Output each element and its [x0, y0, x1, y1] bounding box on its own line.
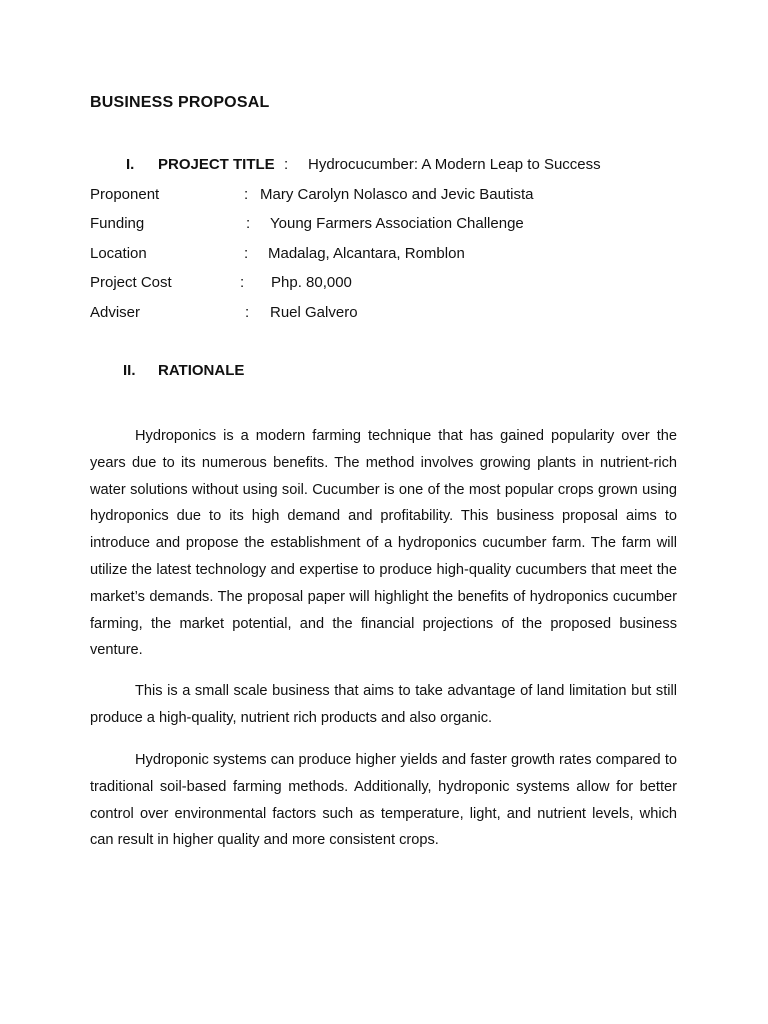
adviser-value: Ruel Galvero [270, 304, 358, 321]
funding-colon: : [246, 215, 251, 232]
project-cost-value: Php. 80,000 [271, 274, 352, 291]
rationale-paragraph: Hydroponics is a modern farming technique that has gained popularity over the years due to its numerous benefits. The method involves growing plants in nutrient-rich water solutions without using soil. Cucumber is one of the most popular crops grown using hydroponics due to its high demand and profitability. This business proposal aims to introduce and propose the establishment of a hydroponics cucumber farm. The farm will utilize the latest technology and expertise to produce high-quality cucumbers that meet the market’s demands. The proposal paper will highlight the benefits of hydroponics cucumber farming, the market potential, and the financial projections of the proposed business venture. [90, 428, 677, 659]
proponent-label: Proponent [90, 186, 160, 203]
section-number: II. [123, 362, 136, 379]
project-cost-label: Project Cost [90, 274, 172, 291]
location-row [90, 245, 690, 265]
project-title-label: PROJECT TITLE [158, 156, 275, 173]
location-colon: : [244, 245, 249, 262]
rationale-heading [123, 362, 323, 382]
adviser-colon: : [245, 304, 250, 321]
project-cost-colon: : [240, 274, 245, 291]
section-number: I. [126, 156, 135, 173]
location-label: Location [90, 245, 147, 262]
adviser-label: Adviser [90, 304, 141, 321]
funding-label: Funding [90, 215, 145, 232]
rationale-paragraph: This is a small scale business that aims to take advantage of land limitation but still produce a high-quality, nutrient rich products and also organic. [90, 683, 677, 726]
project-cost-row [90, 274, 690, 294]
adviser-row [90, 304, 690, 324]
rationale-label: RATIONALE [158, 362, 245, 379]
proponent-colon: : [244, 186, 249, 203]
project-title-row [126, 156, 686, 176]
proponent-value: Mary Carolyn Nolasco and Jevic Bautista [260, 186, 534, 203]
project-title-colon: : [284, 156, 289, 173]
location-value: Madalag, Alcantara, Romblon [268, 245, 465, 262]
project-title-value: Hydrocucumber: A Modern Leap to Success [308, 156, 601, 173]
document-title: BUSINESS PROPOSAL [90, 94, 270, 111]
rationale-paragraph: Hydroponic systems can produce higher yields and faster growth rates compared to traditional soil-based farming methods. Additionally, hydroponic systems allow for better control over environmental factors such as temperature, light, and nutrient levels, which can result in higher quality and more consistent crops. [90, 752, 677, 849]
proponent-row [90, 186, 690, 206]
funding-value: Young Farmers Association Challenge [270, 215, 524, 232]
funding-row [90, 215, 690, 235]
